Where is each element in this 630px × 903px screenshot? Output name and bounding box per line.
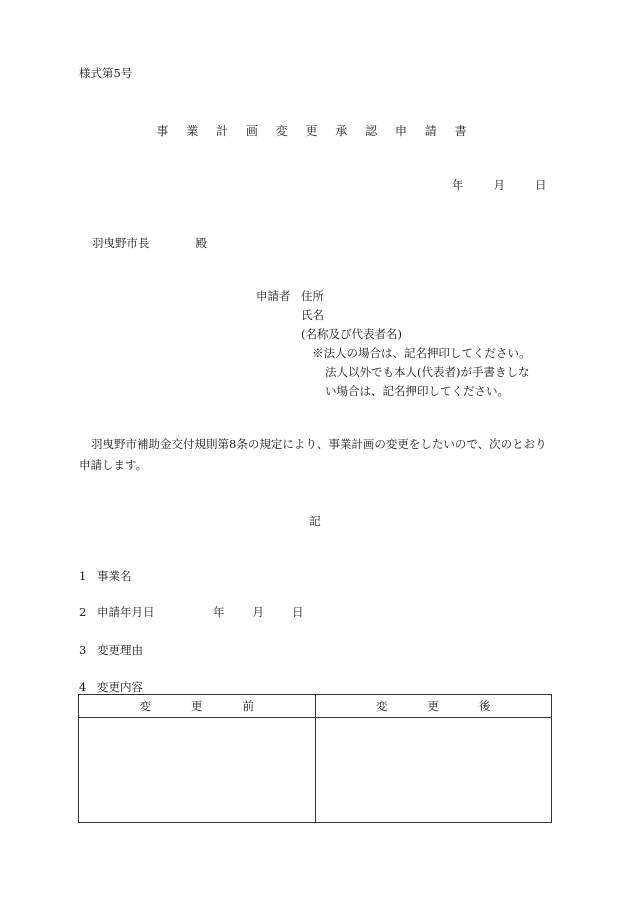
item-application-date	[79, 604, 155, 620]
application-date-day: 日	[292, 605, 304, 619]
seal-note-line-3: い場合は、記名押印してください。	[325, 384, 509, 398]
date-year-label: 年	[452, 178, 464, 192]
date-month-label: 月	[493, 178, 505, 192]
addressee-name: 羽曳野市長	[92, 236, 150, 250]
item-number: 2	[79, 605, 87, 619]
application-date-year: 年	[213, 605, 225, 619]
before-change-cell[interactable]	[79, 718, 316, 823]
addressee-honorific: 殿	[195, 236, 207, 250]
after-change-cell[interactable]	[315, 718, 552, 823]
item-label: 申請年月日	[97, 605, 155, 619]
seal-note-line-1: ※法人の場合は、記名押印してください。	[312, 346, 531, 360]
after-change-header: 変更後	[315, 695, 552, 718]
item-number: 4	[79, 680, 87, 694]
item-label: 変更理由	[97, 643, 143, 657]
before-change-header: 変更前	[79, 695, 316, 718]
form-number: 様式第5号	[79, 66, 133, 80]
applicant-address-label: 住所	[301, 289, 324, 303]
item-change-reason	[79, 642, 143, 658]
application-body-text: 羽曳野市補助金交付規則第8条の規定により、事業計画の変更をしたいので、次のとおり申請します。	[79, 437, 547, 472]
item-label: 事業名	[97, 569, 132, 583]
applicant-representative-label: (名称及び代表者名)	[301, 327, 402, 341]
item-number: 3	[79, 643, 87, 657]
changes-table-header-row	[79, 695, 552, 718]
date-day-label: 日	[535, 178, 547, 192]
changes-table	[78, 694, 552, 823]
changes-table-body-row	[79, 718, 552, 823]
item-business-name	[79, 568, 132, 584]
ki-heading: 記	[309, 514, 321, 528]
applicant-name-label: 氏名	[301, 308, 324, 322]
item-change-details	[79, 679, 143, 695]
seal-note-line-2: 法人以外でも本人(代表者)が手書きしな	[325, 365, 530, 379]
date-line	[452, 177, 547, 193]
document-title: 事 業 計 画 変 更 承 認 申 請 書	[156, 124, 474, 138]
item-label: 変更内容	[97, 680, 143, 694]
application-date-month: 月	[252, 605, 264, 619]
applicant-label: 申請者	[256, 289, 291, 303]
addressee	[92, 235, 207, 251]
application-date-fields	[213, 604, 304, 620]
item-number: 1	[79, 569, 87, 583]
